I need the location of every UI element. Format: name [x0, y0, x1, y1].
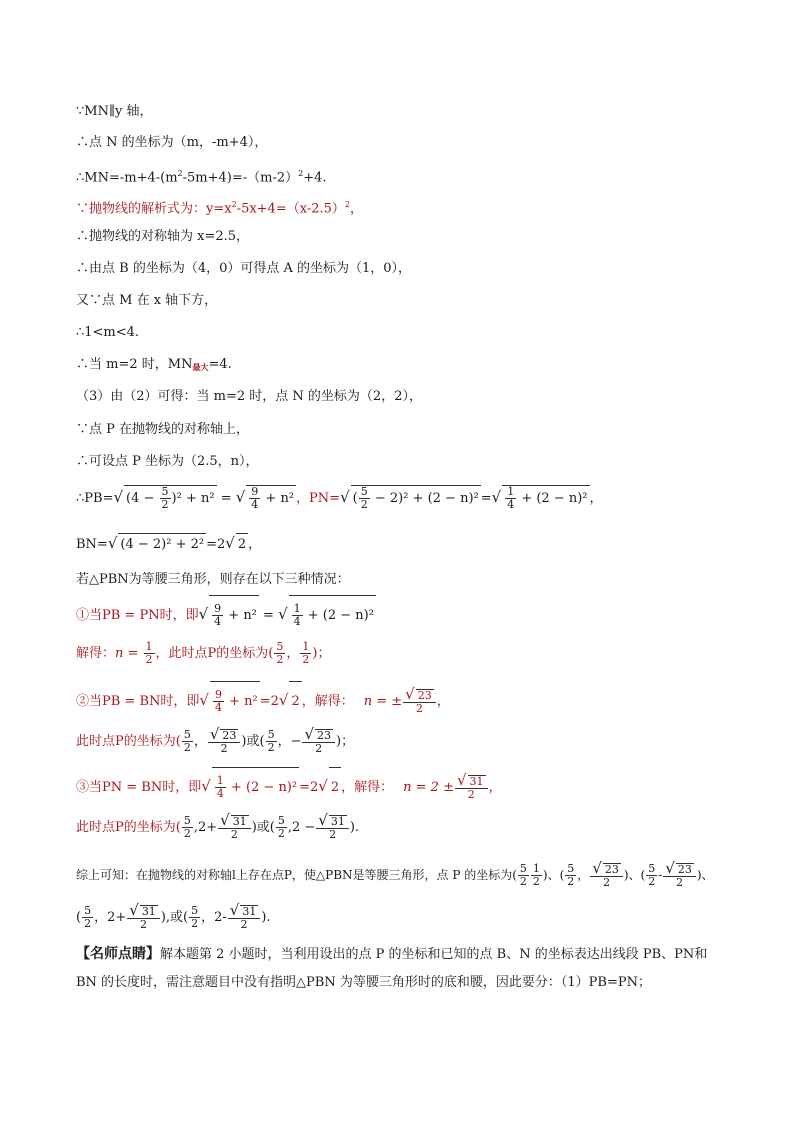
fraction: [266, 729, 277, 754]
numerator: [590, 859, 623, 877]
text: ∴当 m=2 时，MN: [76, 357, 193, 372]
text: ，解得：: [301, 694, 354, 709]
fraction: [302, 725, 335, 755]
formula-line: [76, 855, 714, 895]
radicand: [209, 595, 259, 636]
radical-sign: √: [229, 901, 240, 919]
text: + n²: [224, 608, 257, 623]
numerator: 5: [519, 862, 527, 875]
text-line: [76, 356, 232, 376]
text: (: [76, 910, 82, 925]
denominator: 2: [191, 917, 199, 930]
text: ③当PN = BN时，即: [76, 780, 202, 795]
radical-sign: √: [318, 811, 328, 829]
subscript: 最大: [192, 362, 209, 372]
fraction: [218, 811, 251, 841]
radicand: 2: [289, 681, 301, 722]
text: + n²: [261, 491, 295, 506]
numerator: 9: [214, 602, 222, 615]
text: ，: [488, 780, 502, 795]
fraction: [403, 685, 436, 715]
fraction: [531, 863, 542, 888]
text: )或(: [251, 820, 275, 835]
numerator: 5: [276, 640, 284, 653]
text: ，: [286, 646, 300, 661]
text: ，: [436, 694, 450, 709]
text: + (2 − n)²: [517, 491, 588, 506]
radical-sign: √: [129, 901, 139, 919]
numerator: [218, 811, 251, 829]
radicand: 23: [417, 689, 432, 702]
numerator: 9: [214, 688, 222, 701]
text: − 2)² + (2 − n)²: [370, 491, 479, 506]
text: n = ±: [363, 694, 403, 709]
denominator: 4: [214, 615, 222, 628]
superscript: 2: [298, 169, 304, 178]
fraction: [590, 859, 623, 889]
text: ，−: [277, 734, 302, 749]
text: + n²: [224, 694, 258, 709]
text-line: ∵MN∥y 轴，: [76, 104, 153, 119]
denominator: 2: [230, 828, 238, 841]
text: )或(: [241, 734, 265, 749]
radical-sign: √: [456, 771, 467, 789]
text-line: ∴抛物线的对称轴为 x=2.5，: [76, 229, 250, 244]
text: (4 −: [126, 491, 159, 506]
fraction: [127, 901, 160, 931]
text: ，解得：: [341, 780, 394, 795]
text: ，2+: [94, 910, 127, 925]
formula-line: [76, 680, 450, 722]
fraction: [518, 863, 529, 888]
radicand: [351, 485, 481, 512]
denominator: 2: [267, 741, 275, 754]
radicand: [124, 485, 217, 512]
text: ，: [350, 201, 364, 217]
denominator: 2: [140, 918, 148, 931]
formula-line: [76, 766, 502, 808]
denominator: 2: [315, 742, 323, 755]
radical-sign: √: [405, 685, 415, 703]
text: ，PN=: [296, 491, 341, 506]
fraction: [144, 641, 155, 666]
text: =4.: [208, 357, 232, 372]
numerator: 5: [567, 862, 575, 875]
text: =: [480, 491, 492, 506]
text-line: 若△PBN为等腰三角形，则存在以下三种情况：: [76, 572, 350, 587]
denominator: 4: [251, 498, 259, 511]
text: =: [216, 491, 236, 506]
numerator: [228, 901, 261, 919]
superscript: 2: [231, 200, 237, 209]
numerator: 5: [277, 814, 285, 827]
denominator: 2: [519, 875, 527, 888]
fraction: [182, 729, 193, 754]
fraction: [213, 689, 224, 714]
text: ，: [589, 491, 603, 506]
text: ∵抛物线的解析式为：y=x: [76, 201, 232, 217]
radical-sign: √: [340, 488, 350, 506]
denominator: 2: [276, 653, 284, 666]
denominator: 2: [415, 702, 423, 715]
denominator: 2: [603, 876, 611, 889]
fraction: [505, 486, 516, 511]
radicand: [210, 681, 260, 722]
text-line: [76, 196, 363, 218]
text: n = 2 ±: [403, 780, 454, 795]
fraction: [316, 811, 349, 841]
text: )；: [312, 646, 331, 661]
denominator: 2: [329, 828, 337, 841]
denominator: 2: [648, 875, 656, 888]
radical-sign: √: [201, 777, 211, 795]
radical-sign: √: [199, 691, 209, 709]
radical-sign: √: [113, 488, 124, 506]
fraction: [215, 775, 226, 800]
text: ②当PB = BN时，即: [76, 694, 200, 709]
denominator: 2: [676, 876, 684, 889]
radicand: 2: [329, 767, 341, 808]
fraction: [455, 771, 488, 801]
numerator: [208, 725, 241, 743]
numerator: 5: [183, 814, 191, 827]
text: -5m+4)=-（m-2）: [182, 170, 299, 186]
formula-line: [76, 532, 261, 556]
denominator: 2: [567, 875, 575, 888]
text: BN=: [76, 537, 108, 552]
radicand: [246, 485, 296, 512]
text: )、(: [623, 868, 646, 882]
radical-sign: √: [107, 534, 118, 552]
denominator: 4: [216, 787, 224, 800]
radicand: [289, 595, 376, 636]
radical-sign: √: [318, 777, 328, 795]
numerator: [455, 771, 488, 789]
formula-line: [76, 484, 603, 512]
radical-sign: √: [235, 488, 246, 506]
text-line: ∴点 N 的坐标为（m，-m+4），: [76, 135, 268, 150]
numerator: 1: [293, 602, 301, 615]
numerator: 5: [84, 904, 92, 917]
radical-sign: √: [278, 691, 289, 709]
numerator: [403, 685, 436, 703]
numerator: [663, 859, 696, 877]
denominator: 2: [277, 827, 285, 840]
numerator: 5: [161, 485, 169, 498]
text: 综上可知：在抛物线的对称轴l上存在点P，使△PBN是等腰三角形，点 P 的坐标为(: [76, 868, 517, 882]
superscript: 2: [344, 200, 350, 209]
numerator: 5: [183, 728, 191, 741]
text: =2: [259, 694, 279, 709]
denominator: 2: [183, 827, 191, 840]
numerator: 1: [302, 640, 310, 653]
radicand: 31: [232, 815, 247, 828]
radical-sign: √: [592, 859, 602, 877]
numerator: 1: [216, 774, 224, 787]
text: ,2 −: [287, 820, 316, 835]
denominator: 2: [360, 498, 368, 511]
text: ，: [577, 868, 590, 882]
numerator: 1: [532, 862, 540, 875]
text: =2: [206, 537, 226, 552]
text: -: [658, 868, 663, 882]
denominator: 4: [507, 498, 515, 511]
text: +4.: [303, 170, 327, 186]
text: n =: [115, 646, 143, 661]
radical-sign: √: [220, 811, 230, 829]
text: 此时点P的坐标为(: [76, 820, 181, 835]
radicand: [502, 485, 589, 512]
numerator: 1: [145, 640, 153, 653]
text: 此时点P的坐标为(: [76, 734, 181, 749]
numerator: 5: [648, 862, 656, 875]
text: 解得：: [76, 646, 116, 661]
text-line: （3）由（2）可得：当 m=2 时，点 N 的坐标为（2，2），: [76, 389, 422, 404]
radical-sign: √: [665, 859, 675, 877]
formula-line: [76, 722, 354, 762]
fraction: [274, 641, 285, 666]
numerator: [316, 811, 349, 829]
fraction: [359, 486, 370, 511]
radicand: 31: [330, 815, 345, 828]
text: ①当PB = PN时，即: [76, 608, 199, 623]
fraction: [208, 725, 241, 755]
fraction: [160, 486, 171, 511]
fraction: [663, 859, 696, 889]
radical-sign: √: [198, 605, 209, 623]
fraction: [249, 486, 260, 511]
formula-line: [76, 808, 359, 848]
fraction: [276, 815, 287, 840]
radical-sign: √: [225, 534, 235, 552]
formula-line: [76, 898, 271, 938]
radicand: 23: [317, 729, 332, 742]
radicand: 23: [222, 729, 237, 742]
text-line: ∴可设点 P 坐标为（2.5，n），: [76, 454, 259, 469]
radicand: (4 − 2)² + 2²: [118, 533, 206, 556]
fraction: [82, 905, 93, 930]
text: + (2 − n)²: [303, 608, 374, 623]
denominator: 2: [532, 875, 540, 888]
fraction: [300, 641, 311, 666]
fraction: [212, 603, 223, 628]
text: )；: [336, 734, 355, 749]
text: )、(: [542, 868, 565, 882]
text: + (2 − n)²: [226, 780, 298, 795]
denominator: 2: [302, 653, 310, 666]
fraction: [189, 905, 200, 930]
text: ).: [261, 910, 271, 925]
text: ∴PB=: [76, 491, 114, 506]
numerator: 1: [507, 485, 515, 498]
text: =2: [299, 780, 319, 795]
radical-sign: √: [278, 605, 288, 623]
denominator: 2: [145, 653, 153, 666]
denominator: 2: [240, 918, 248, 931]
radicand: [212, 767, 299, 808]
denominator: 4: [214, 701, 222, 714]
text: ，2-: [201, 910, 227, 925]
radical-sign: √: [304, 725, 315, 743]
fraction: [228, 901, 261, 931]
superscript: 2: [177, 169, 183, 178]
fraction: [182, 815, 193, 840]
text-line: ∵点 P 在抛物线的对称轴上，: [76, 422, 250, 437]
text: (: [352, 491, 358, 506]
numerator: 9: [251, 485, 259, 498]
text: )² + n²: [171, 491, 215, 506]
note-body: 解本题第 2 小题时，当利用设出的点 P 的坐标和已知的点 B、N 的坐标表达出线段 PB、PN和 BN 的长度时，需注意题目中没有指明△PBN 为等腰三角形时的底和腰，因此要分：（1）PB=PN；: [76, 947, 708, 990]
radicand: 31: [469, 775, 484, 788]
text-line: 又∵点 M 在 x 轴下方，: [76, 293, 218, 308]
text: -5x+4=（x-2.5）: [236, 201, 345, 217]
numerator: 5: [191, 904, 199, 917]
numerator: 5: [360, 485, 368, 498]
text: ),或(: [160, 910, 189, 925]
radicand: 2: [236, 533, 248, 556]
numerator: [127, 901, 160, 919]
radical-sign: √: [209, 725, 220, 743]
text-line: [76, 165, 327, 187]
denominator: 2: [220, 742, 228, 755]
formula-line: [76, 636, 330, 672]
text: =: [258, 608, 279, 623]
fraction: [565, 863, 576, 888]
radicand: 31: [141, 905, 156, 918]
text: ∴MN=-m+4-(m: [76, 170, 178, 186]
text: )、: [696, 868, 714, 882]
denominator: 4: [293, 615, 301, 628]
radical-sign: √: [491, 488, 502, 506]
text-line: ∴由点 B 的坐标为（4，0）可得点 A 的坐标为（1，0），: [76, 261, 412, 276]
note-heading: 【名师点睛】: [76, 946, 160, 962]
radicand: 23: [677, 863, 692, 876]
text: ，: [248, 537, 262, 552]
radicand: 31: [242, 905, 257, 918]
fraction: [292, 603, 303, 628]
numerator: [302, 725, 335, 743]
radicand: 23: [604, 863, 619, 876]
numerator: 5: [267, 728, 275, 741]
teacher-note: [76, 940, 726, 997]
fraction: [646, 863, 657, 888]
formula-line: [76, 594, 376, 636]
text: ，此时点P的坐标为(: [155, 646, 274, 661]
denominator: 2: [467, 788, 475, 801]
text: ,2+: [193, 820, 218, 835]
denominator: 2: [84, 917, 92, 930]
denominator: 2: [161, 498, 169, 511]
text: ).: [349, 820, 360, 835]
text-line: ∴1<m<4.: [76, 325, 140, 340]
text: ，: [193, 734, 207, 749]
denominator: 2: [183, 741, 191, 754]
